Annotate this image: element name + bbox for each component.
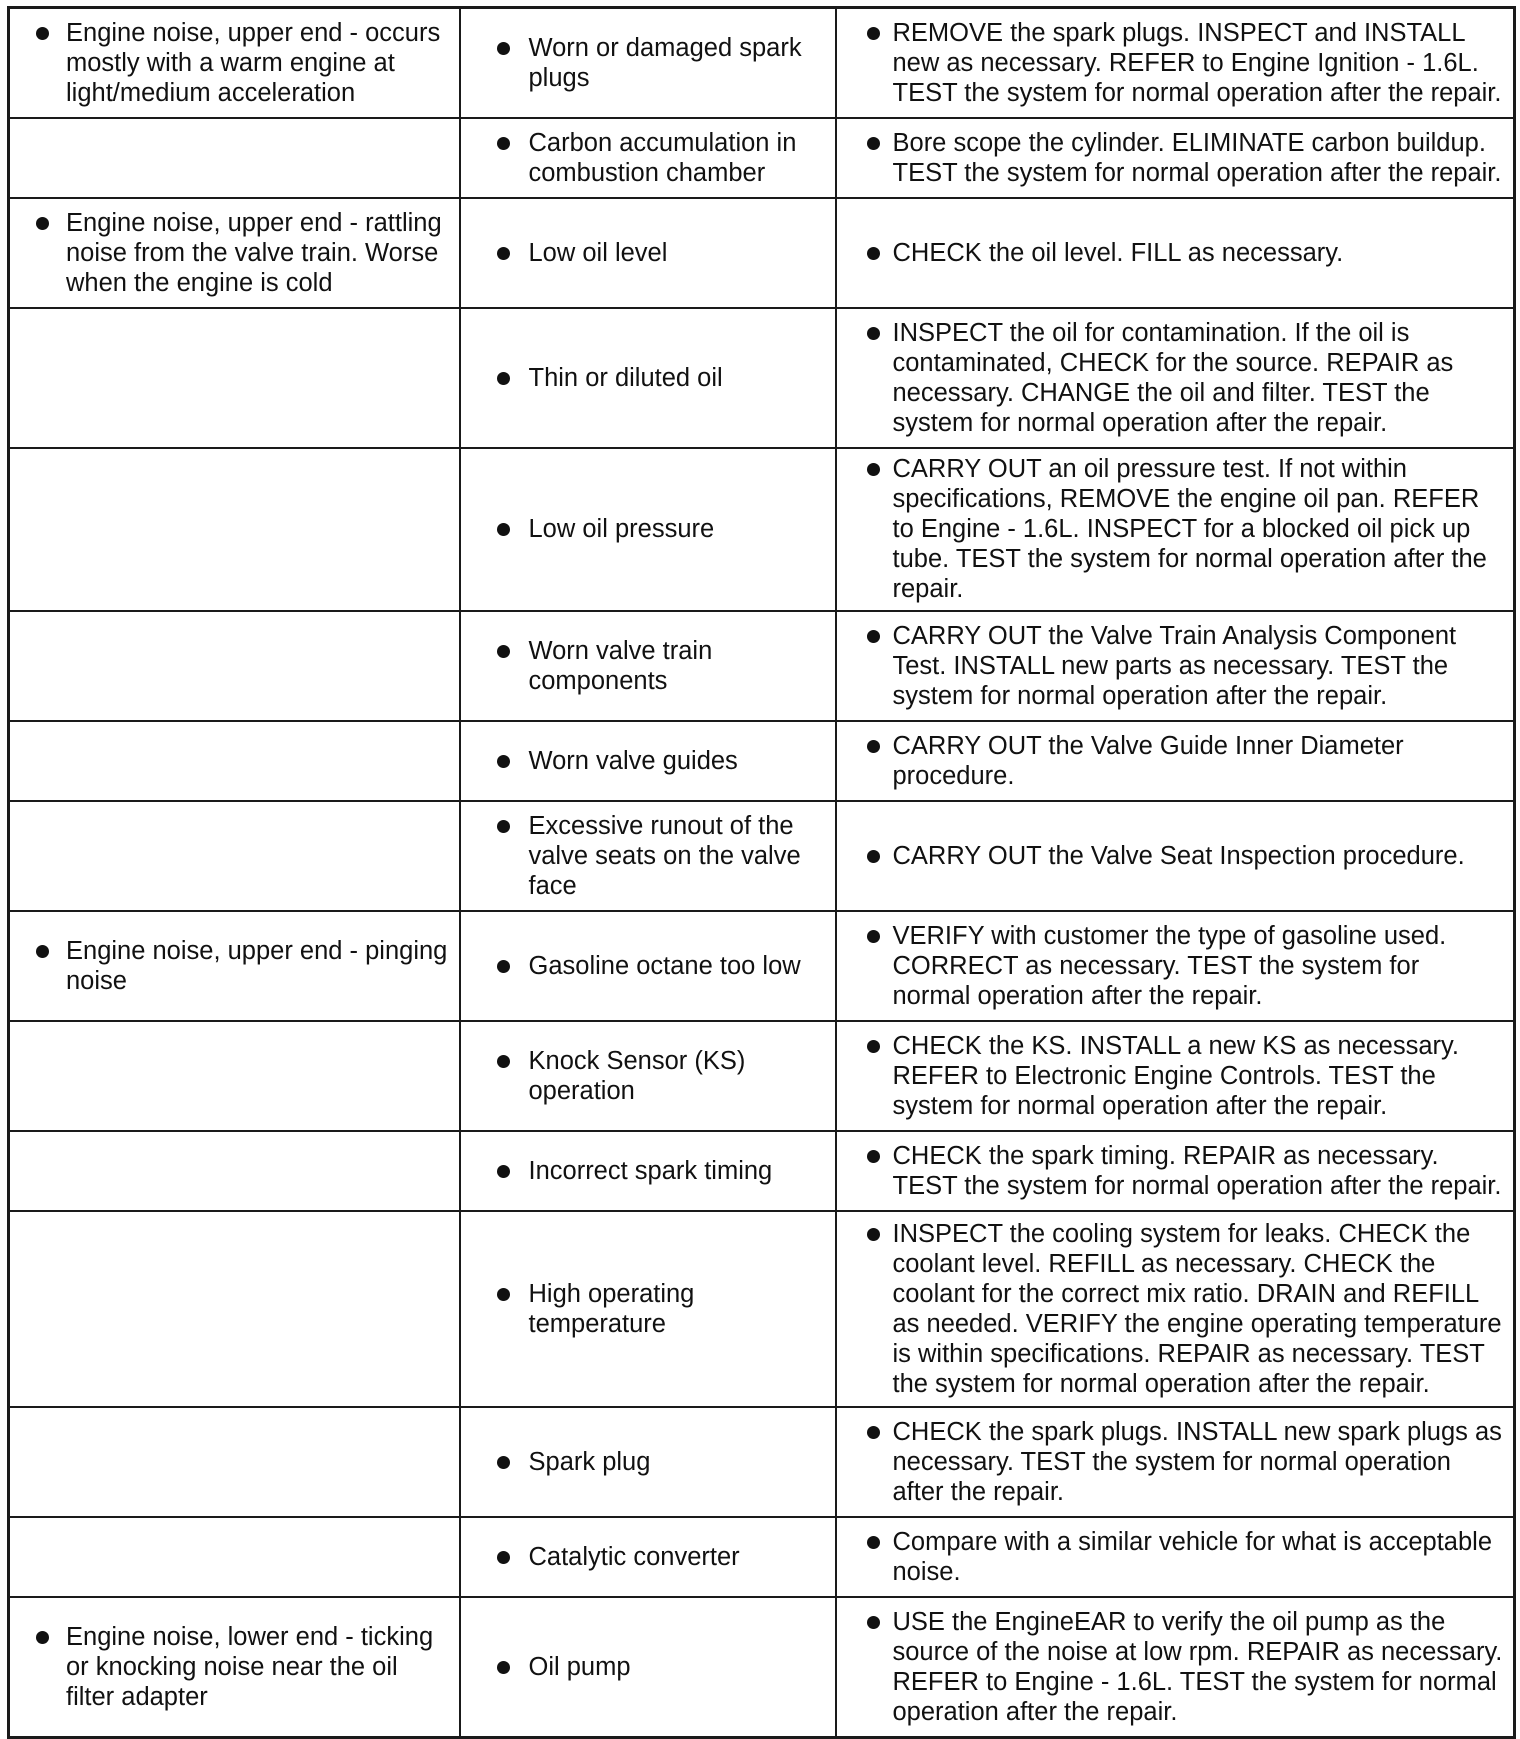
action-cell bbox=[836, 801, 1515, 911]
cause-text: Worn or damaged spark plugs bbox=[471, 33, 825, 93]
action-cell bbox=[836, 1517, 1515, 1597]
action-text: VERIFY with customer the type of gasoline used. CORRECT as necessary. TEST the system for normal operation after the repair. bbox=[847, 921, 1504, 1011]
cause-text: Oil pump bbox=[471, 1652, 825, 1682]
action-text: CARRY OUT the Valve Seat Inspection procedure. bbox=[847, 841, 1504, 871]
symptom-cell bbox=[9, 198, 460, 308]
action-text: CHECK the KS. INSTALL a new KS as necessary. REFER to Electronic Engine Controls. TEST the system for normal operation after the repair. bbox=[847, 1031, 1504, 1121]
symptom-text: Engine noise, upper end - occurs mostly with a warm engine at light/medium acceleration bbox=[20, 18, 449, 108]
cause-cell bbox=[460, 198, 836, 308]
cause-text: Carbon accumulation in combustion chamber bbox=[471, 128, 825, 188]
symptom-cell bbox=[9, 911, 460, 1021]
cause-text: Low oil pressure bbox=[471, 514, 825, 544]
action-cell bbox=[836, 8, 1515, 119]
action-cell bbox=[836, 1211, 1515, 1407]
action-cell bbox=[836, 308, 1515, 448]
symptom-cell bbox=[9, 8, 460, 119]
table-row bbox=[9, 611, 1515, 721]
cause-cell bbox=[460, 1407, 836, 1517]
action-text: CHECK the spark plugs. INSTALL new spark plugs as necessary. TEST the system for normal operation after the repair. bbox=[847, 1417, 1504, 1507]
cause-text: Spark plug bbox=[471, 1447, 825, 1477]
cause-text: Low oil level bbox=[471, 238, 825, 268]
table-row bbox=[9, 1021, 1515, 1131]
action-cell bbox=[836, 1021, 1515, 1131]
action-text: INSPECT the cooling system for leaks. CHECK the coolant level. REFILL as necessary. CHECK the coolant for the correct mix ratio. DRAIN and REFILL as needed. VERIFY the engine operating temperature is within specifications. REPAIR as necessary. TEST the system for normal operation after the repair. bbox=[847, 1219, 1504, 1399]
table-row bbox=[9, 1211, 1515, 1407]
action-cell bbox=[836, 198, 1515, 308]
symptom-cell bbox=[9, 1597, 460, 1738]
symptom-cell bbox=[9, 801, 460, 911]
table-row bbox=[9, 118, 1515, 198]
action-text: Bore scope the cylinder. ELIMINATE carbon buildup. TEST the system for normal operation after the repair. bbox=[847, 128, 1504, 188]
action-text: CARRY OUT the Valve Train Analysis Component Test. INSTALL new parts as necessary. TEST the system for normal operation after the repair. bbox=[847, 621, 1504, 711]
cause-text: Catalytic converter bbox=[471, 1542, 825, 1572]
symptom-text: Engine noise, lower end - ticking or knocking noise near the oil filter adapter bbox=[20, 1622, 449, 1712]
table-row bbox=[9, 448, 1515, 611]
symptom-cell bbox=[9, 1407, 460, 1517]
cause-text: Knock Sensor (KS) operation bbox=[471, 1046, 825, 1106]
cause-cell bbox=[460, 721, 836, 801]
action-text: CARRY OUT an oil pressure test. If not within specifications, REMOVE the engine oil pan. REFER to Engine - 1.6L. INSPECT for a blocked oil pick up tube. TEST the system for normal operation after the repair. bbox=[847, 454, 1504, 604]
symptom-cell bbox=[9, 1211, 460, 1407]
action-text: CHECK the oil level. FILL as necessary. bbox=[847, 238, 1504, 268]
table-row bbox=[9, 911, 1515, 1021]
cause-cell bbox=[460, 1597, 836, 1738]
diagnosis-table bbox=[7, 6, 1516, 1739]
table-row bbox=[9, 198, 1515, 308]
action-text: Compare with a similar vehicle for what is acceptable noise. bbox=[847, 1527, 1504, 1587]
cause-cell bbox=[460, 1517, 836, 1597]
cause-text: Gasoline octane too low bbox=[471, 951, 825, 981]
symptom-cell bbox=[9, 1517, 460, 1597]
table-row bbox=[9, 1131, 1515, 1211]
symptom-cell bbox=[9, 448, 460, 611]
action-cell bbox=[836, 611, 1515, 721]
action-cell bbox=[836, 721, 1515, 801]
table-row bbox=[9, 8, 1515, 119]
cause-cell bbox=[460, 1131, 836, 1211]
symptom-cell bbox=[9, 1021, 460, 1131]
symptom-cell bbox=[9, 118, 460, 198]
table-row bbox=[9, 721, 1515, 801]
table-row bbox=[9, 801, 1515, 911]
cause-text: High operating temperature bbox=[471, 1279, 825, 1339]
symptom-text: Engine noise, upper end - rattling noise from the valve train. Worse when the engine is cold bbox=[20, 208, 449, 298]
action-cell bbox=[836, 448, 1515, 611]
cause-cell bbox=[460, 118, 836, 198]
action-text: CARRY OUT the Valve Guide Inner Diameter procedure. bbox=[847, 731, 1504, 791]
cause-text: Incorrect spark timing bbox=[471, 1156, 825, 1186]
table-row bbox=[9, 1517, 1515, 1597]
cause-text: Excessive runout of the valve seats on the valve face bbox=[471, 811, 825, 901]
symptom-cell bbox=[9, 611, 460, 721]
table-row bbox=[9, 1597, 1515, 1738]
action-cell bbox=[836, 1597, 1515, 1738]
symptom-cell bbox=[9, 308, 460, 448]
action-cell bbox=[836, 118, 1515, 198]
action-text: REMOVE the spark plugs. INSPECT and INSTALL new as necessary. REFER to Engine Ignition - 1.6L. TEST the system for normal operation after the repair. bbox=[847, 18, 1504, 108]
cause-text: Thin or diluted oil bbox=[471, 363, 825, 393]
cause-text: Worn valve train components bbox=[471, 636, 825, 696]
symptom-cell bbox=[9, 721, 460, 801]
table-row bbox=[9, 308, 1515, 448]
cause-cell bbox=[460, 1021, 836, 1131]
cause-cell bbox=[460, 801, 836, 911]
action-cell bbox=[836, 1131, 1515, 1211]
table-row bbox=[9, 1407, 1515, 1517]
cause-cell bbox=[460, 8, 836, 119]
cause-cell bbox=[460, 911, 836, 1021]
cause-cell bbox=[460, 1211, 836, 1407]
cause-cell bbox=[460, 308, 836, 448]
symptom-cell bbox=[9, 1131, 460, 1211]
action-text: USE the EngineEAR to verify the oil pump as the source of the noise at low rpm. REPAIR as necessary. REFER to Engine - 1.6L. TEST the system for normal operation after the repair. bbox=[847, 1607, 1504, 1727]
action-cell bbox=[836, 911, 1515, 1021]
symptom-text: Engine noise, upper end - pinging noise bbox=[20, 936, 449, 996]
cause-cell bbox=[460, 611, 836, 721]
action-cell bbox=[836, 1407, 1515, 1517]
action-text: CHECK the spark timing. REPAIR as necessary. TEST the system for normal operation after the repair. bbox=[847, 1141, 1504, 1201]
action-text: INSPECT the oil for contamination. If the oil is contaminated, CHECK for the source. REPAIR as necessary. CHANGE the oil and filter. TEST the system for normal operation after the repair. bbox=[847, 318, 1504, 438]
cause-cell bbox=[460, 448, 836, 611]
cause-text: Worn valve guides bbox=[471, 746, 825, 776]
